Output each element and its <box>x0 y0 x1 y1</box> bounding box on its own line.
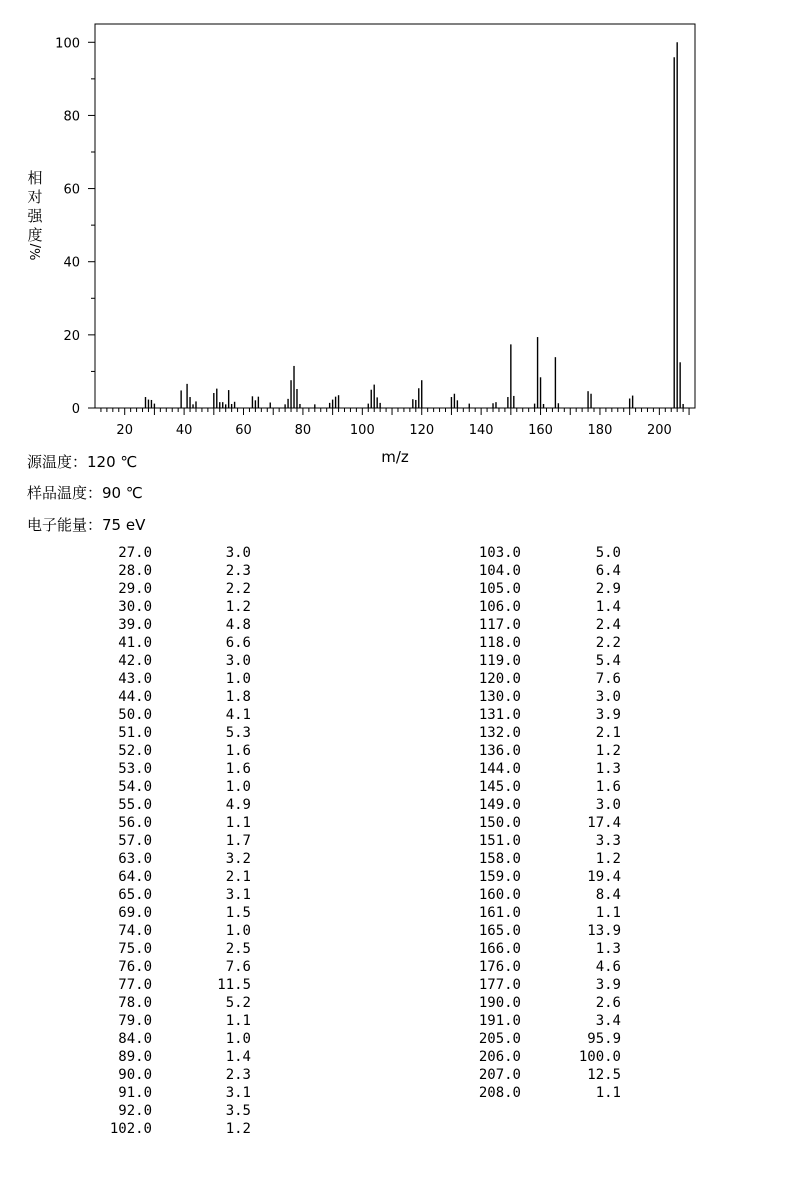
table-row <box>100 1084 260 1102</box>
table-row <box>460 886 630 904</box>
y-axis-label: 对 <box>27 188 43 206</box>
abundance-value: 1.2 <box>225 1121 251 1137</box>
mz-value: 207.0 <box>478 1067 521 1083</box>
mz-value: 41.0 <box>118 635 152 651</box>
mz-value: 84.0 <box>118 1031 152 1047</box>
mz-value: 103.0 <box>478 545 521 561</box>
table-row <box>100 670 260 688</box>
mz-value: 105.0 <box>478 581 521 597</box>
x-tick-label: 180 <box>587 423 613 438</box>
mz-value: 136.0 <box>478 743 521 759</box>
abundance-value: 3.4 <box>595 1013 621 1029</box>
mz-value: 79.0 <box>118 1013 152 1029</box>
mz-value: 191.0 <box>478 1013 521 1029</box>
mz-value: 118.0 <box>478 635 521 651</box>
mz-value: 92.0 <box>118 1103 152 1119</box>
sample-temperature-value: 90 ℃ <box>102 484 143 502</box>
mz-value: 39.0 <box>118 617 152 633</box>
mz-value: 130.0 <box>478 689 521 705</box>
x-tick-label: 120 <box>409 423 435 438</box>
y-tick-label: 60 <box>63 182 80 198</box>
mz-value: 64.0 <box>118 869 152 885</box>
plot-frame <box>95 24 695 408</box>
electron-energy-value: 75 eV <box>102 516 146 534</box>
mz-value: 119.0 <box>478 653 521 669</box>
mz-value: 89.0 <box>118 1049 152 1065</box>
table-row <box>100 760 260 778</box>
table-row <box>460 652 630 670</box>
table-row <box>460 814 630 832</box>
mz-value: 42.0 <box>118 653 152 669</box>
mz-value: 165.0 <box>478 923 521 939</box>
abundance-value: 3.2 <box>225 851 251 867</box>
abundance-value: 11.5 <box>217 977 251 993</box>
table-row <box>100 742 260 760</box>
table-row <box>100 1048 260 1066</box>
x-axis-label: m/z <box>381 448 409 466</box>
mz-value: 205.0 <box>478 1031 521 1047</box>
abundance-value: 1.1 <box>595 905 621 921</box>
mz-value: 29.0 <box>118 581 152 597</box>
y-axis-label: 强 <box>27 207 43 225</box>
abundance-value: 1.2 <box>225 599 251 615</box>
mz-value: 78.0 <box>118 995 152 1011</box>
abundance-value: 7.6 <box>595 671 621 687</box>
table-row <box>460 796 630 814</box>
x-tick-label: 200 <box>646 423 672 438</box>
abundance-value: 3.0 <box>225 545 251 561</box>
abundance-value: 3.0 <box>595 797 621 813</box>
x-tick-label: 140 <box>468 423 494 438</box>
abundance-value: 13.9 <box>587 923 621 939</box>
sample-temperature <box>27 482 143 503</box>
abundance-value: 95.9 <box>587 1031 621 1047</box>
abundance-value: 3.9 <box>595 707 621 723</box>
abundance-value: 100.0 <box>578 1049 621 1065</box>
table-row <box>460 562 630 580</box>
table-row <box>100 688 260 706</box>
mz-value: 149.0 <box>478 797 521 813</box>
abundance-value: 2.2 <box>225 581 251 597</box>
abundance-value: 6.6 <box>225 635 251 651</box>
abundance-value: 1.0 <box>225 779 251 795</box>
table-row <box>460 580 630 598</box>
mz-value: 132.0 <box>478 725 521 741</box>
mz-value: 208.0 <box>478 1085 521 1101</box>
table-row <box>460 616 630 634</box>
abundance-value: 3.0 <box>225 653 251 669</box>
abundance-value: 2.6 <box>595 995 621 1011</box>
abundance-value: 2.5 <box>225 941 251 957</box>
mz-value: 158.0 <box>478 851 521 867</box>
abundance-value: 2.1 <box>595 725 621 741</box>
mz-value: 177.0 <box>478 977 521 993</box>
mz-value: 50.0 <box>118 707 152 723</box>
abundance-value: 3.3 <box>595 833 621 849</box>
x-tick-label: 100 <box>349 423 375 438</box>
abundance-value: 2.2 <box>595 635 621 651</box>
abundance-value: 1.8 <box>225 689 251 705</box>
abundance-value: 17.4 <box>587 815 621 831</box>
table-row <box>460 958 630 976</box>
table-row <box>100 1102 260 1120</box>
mz-value: 90.0 <box>118 1067 152 1083</box>
table-row <box>460 868 630 886</box>
mz-value: 30.0 <box>118 599 152 615</box>
table-row <box>100 904 260 922</box>
mz-value: 102.0 <box>109 1121 152 1137</box>
table-row <box>460 832 630 850</box>
table-row <box>100 706 260 724</box>
abundance-value: 2.3 <box>225 1067 251 1083</box>
table-row <box>100 868 260 886</box>
abundance-value: 1.0 <box>225 923 251 939</box>
abundance-value: 7.6 <box>225 959 251 975</box>
table-row <box>460 922 630 940</box>
abundance-value: 1.7 <box>225 833 251 849</box>
mz-value: 52.0 <box>118 743 152 759</box>
mz-value: 57.0 <box>118 833 152 849</box>
abundance-value: 4.1 <box>225 707 251 723</box>
abundance-value: 2.3 <box>225 563 251 579</box>
abundance-value: 1.2 <box>595 743 621 759</box>
x-tick-label: 160 <box>528 423 553 438</box>
mz-value: 76.0 <box>118 959 152 975</box>
mz-value: 190.0 <box>478 995 521 1011</box>
abundance-value: 5.3 <box>225 725 251 741</box>
abundance-value: 1.1 <box>225 1013 251 1029</box>
abundance-value: 4.6 <box>595 959 621 975</box>
mz-value: 131.0 <box>478 707 521 723</box>
abundance-value: 1.0 <box>225 671 251 687</box>
abundance-value: 2.9 <box>595 581 621 597</box>
source-temperature-value: 120 ℃ <box>87 453 138 471</box>
electron-energy-label: 电子能量： <box>27 516 103 534</box>
table-row <box>460 976 630 994</box>
mz-value: 69.0 <box>118 905 152 921</box>
mz-value: 75.0 <box>118 941 152 957</box>
table-row <box>460 1030 630 1048</box>
table-row <box>100 544 260 562</box>
table-row <box>100 940 260 958</box>
mz-value: 104.0 <box>478 563 521 579</box>
table-row <box>100 976 260 994</box>
table-row <box>460 634 630 652</box>
mz-value: 166.0 <box>478 941 521 957</box>
table-row <box>100 886 260 904</box>
abundance-value: 19.4 <box>587 869 621 885</box>
abundance-value: 5.0 <box>595 545 621 561</box>
table-row <box>100 1030 260 1048</box>
table-row <box>100 778 260 796</box>
abundance-value: 1.4 <box>225 1049 251 1065</box>
abundance-value: 1.6 <box>225 743 251 759</box>
abundance-value: 1.1 <box>225 815 251 831</box>
table-row <box>460 742 630 760</box>
abundance-value: 2.1 <box>225 869 251 885</box>
table-row <box>100 562 260 580</box>
peak-table-left <box>100 544 260 1138</box>
mz-value: 91.0 <box>118 1085 152 1101</box>
mz-value: 63.0 <box>118 851 152 867</box>
table-row <box>100 598 260 616</box>
y-axis-label: 相 <box>27 169 43 187</box>
table-row <box>100 850 260 868</box>
table-row <box>460 724 630 742</box>
y-tick-label: 40 <box>63 255 80 271</box>
table-row <box>100 616 260 634</box>
mz-value: 65.0 <box>118 887 152 903</box>
abundance-value: 3.9 <box>595 977 621 993</box>
abundance-value: 5.2 <box>225 995 251 1011</box>
table-row <box>460 994 630 1012</box>
table-row <box>460 706 630 724</box>
table-row <box>100 832 260 850</box>
table-row <box>460 1048 630 1066</box>
mz-value: 117.0 <box>478 617 521 633</box>
abundance-value: 8.4 <box>595 887 621 903</box>
mz-value: 28.0 <box>118 563 152 579</box>
table-row <box>100 1012 260 1030</box>
sample-temperature-label: 样品温度： <box>27 484 103 502</box>
y-axis-label: 度 <box>27 226 43 244</box>
mz-value: 120.0 <box>478 671 521 687</box>
mz-value: 27.0 <box>118 545 152 561</box>
abundance-value: 3.5 <box>225 1103 251 1119</box>
abundance-value: 1.6 <box>595 779 621 795</box>
table-row <box>460 1084 630 1102</box>
mz-value: 206.0 <box>478 1049 521 1065</box>
mz-value: 77.0 <box>118 977 152 993</box>
table-row <box>460 904 630 922</box>
table-row <box>100 796 260 814</box>
abundance-value: 1.2 <box>595 851 621 867</box>
table-row <box>100 814 260 832</box>
abundance-value: 1.0 <box>225 1031 251 1047</box>
y-tick-label: 20 <box>63 328 80 344</box>
y-tick-label: 100 <box>55 36 80 52</box>
y-tick-label: 0 <box>71 402 80 417</box>
table-row <box>460 850 630 868</box>
mz-value: 176.0 <box>478 959 521 975</box>
mz-value: 150.0 <box>478 815 521 831</box>
y-axis-unit: %/ <box>29 243 44 261</box>
abundance-value: 3.1 <box>225 1085 251 1101</box>
abundance-value: 2.4 <box>595 617 621 633</box>
mz-value: 160.0 <box>478 887 521 903</box>
source-temperature <box>27 451 137 472</box>
source-temperature-label: 源温度： <box>27 453 88 471</box>
mz-value: 53.0 <box>118 761 152 777</box>
mass-spectrum-chart <box>0 0 794 470</box>
mz-value: 55.0 <box>118 797 152 813</box>
abundance-value: 1.5 <box>225 905 251 921</box>
table-row <box>460 688 630 706</box>
electron-energy <box>27 514 145 535</box>
mz-value: 144.0 <box>478 761 521 777</box>
table-row <box>100 1066 260 1084</box>
abundance-value: 1.6 <box>225 761 251 777</box>
abundance-value: 1.4 <box>595 599 621 615</box>
abundance-value: 4.8 <box>225 617 251 633</box>
peak-table-right <box>460 544 630 1102</box>
mz-value: 51.0 <box>118 725 152 741</box>
table-row <box>100 994 260 1012</box>
table-row <box>460 778 630 796</box>
x-tick-label: 60 <box>235 423 252 438</box>
abundance-value: 1.3 <box>595 941 621 957</box>
table-row <box>460 598 630 616</box>
mz-value: 43.0 <box>118 671 152 687</box>
mz-value: 44.0 <box>118 689 152 705</box>
table-row <box>100 652 260 670</box>
abundance-value: 12.5 <box>587 1067 621 1083</box>
abundance-value: 1.1 <box>595 1085 621 1101</box>
y-tick-label: 80 <box>63 109 80 125</box>
table-row <box>100 922 260 940</box>
table-row <box>460 670 630 688</box>
x-tick-label: 40 <box>175 423 193 438</box>
table-row <box>100 634 260 652</box>
mz-value: 106.0 <box>478 599 521 615</box>
abundance-value: 1.3 <box>595 761 621 777</box>
mz-value: 151.0 <box>478 833 521 849</box>
table-row <box>460 940 630 958</box>
x-tick-label: 20 <box>116 423 133 438</box>
mz-value: 161.0 <box>478 905 521 921</box>
abundance-value: 6.4 <box>595 563 621 579</box>
mz-value: 74.0 <box>118 923 152 939</box>
table-row <box>460 760 630 778</box>
table-row <box>100 724 260 742</box>
table-row <box>100 958 260 976</box>
mz-value: 56.0 <box>118 815 152 831</box>
table-row <box>460 544 630 562</box>
abundance-value: 5.4 <box>595 653 621 669</box>
table-row <box>100 580 260 598</box>
mz-value: 159.0 <box>478 869 521 885</box>
mz-value: 54.0 <box>118 779 152 795</box>
table-row <box>100 1120 260 1138</box>
abundance-value: 3.0 <box>595 689 621 705</box>
table-row <box>460 1012 630 1030</box>
abundance-value: 3.1 <box>225 887 251 903</box>
x-tick-label: 80 <box>294 423 312 438</box>
abundance-value: 4.9 <box>225 797 251 813</box>
mz-value: 145.0 <box>478 779 521 795</box>
table-row <box>460 1066 630 1084</box>
